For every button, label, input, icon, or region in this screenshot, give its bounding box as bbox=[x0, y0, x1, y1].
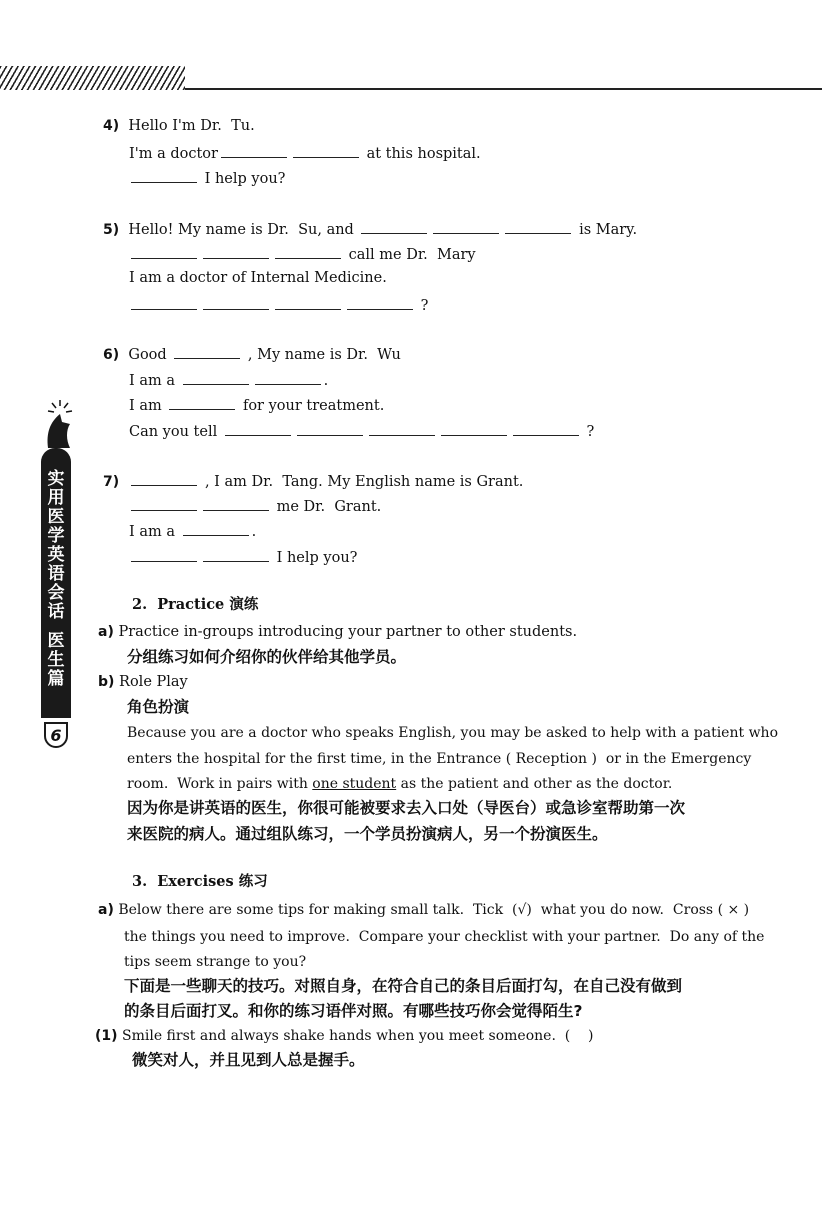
sidebar-char: 用 bbox=[47, 488, 65, 508]
sidebar-chapter-number: 6 bbox=[44, 722, 68, 748]
q7-line-4 bbox=[131, 547, 357, 567]
q6-text-1a: Good bbox=[128, 347, 167, 363]
q6-text-1b: , My name is Dr. Wu bbox=[247, 347, 401, 363]
fill-blank[interactable] bbox=[203, 244, 269, 259]
practice-a-text: Practice in-groups introducing your partner to other students. bbox=[118, 624, 578, 640]
fill-blank[interactable] bbox=[347, 295, 413, 310]
q5-line-3: I am a doctor of Internal Medicine. bbox=[129, 270, 387, 286]
fill-blank[interactable] bbox=[293, 143, 359, 158]
exercises-a-line-3: tips seem strange to you? bbox=[124, 954, 307, 970]
q4-text-1: Hello I'm Dr. Tu. bbox=[128, 118, 255, 134]
exercises-heading-zh: 练习 bbox=[238, 874, 268, 890]
fill-blank[interactable] bbox=[361, 219, 427, 234]
fill-blank[interactable] bbox=[441, 421, 507, 436]
exercises-zh-line-2: 的条目后面打叉。和你的练习语伴对照。有哪些技巧你会觉得陌生? bbox=[124, 1002, 583, 1020]
practice-para-line-1: Because you are a doctor who speaks English, you may be asked to help with a patient who bbox=[127, 725, 778, 741]
sidebar-char: 会 bbox=[47, 583, 65, 603]
sidebar-char: 医 bbox=[47, 631, 65, 651]
q7-line-3 bbox=[129, 521, 256, 541]
q7-text-3a: I am a bbox=[129, 524, 175, 540]
sidebar-char: 学 bbox=[47, 526, 65, 546]
fill-blank[interactable] bbox=[183, 370, 249, 385]
practice-b-label: b) bbox=[98, 674, 115, 690]
fill-blank[interactable] bbox=[203, 496, 269, 511]
q6-text-3a: I am bbox=[129, 398, 162, 414]
fill-blank[interactable] bbox=[505, 219, 571, 234]
exercises-a-label: a) bbox=[98, 902, 114, 918]
q7-text-2: me Dr. Grant. bbox=[276, 499, 382, 515]
exercises-item-1-zh: 微笑对人，并且见到人总是握手。 bbox=[132, 1051, 365, 1069]
q7-text-4: I help you? bbox=[276, 550, 358, 566]
fill-blank[interactable] bbox=[433, 219, 499, 234]
q4-line-2 bbox=[129, 143, 481, 163]
fill-blank[interactable] bbox=[513, 421, 579, 436]
fill-blank[interactable] bbox=[183, 521, 249, 536]
q4-text-2b: at this hospital. bbox=[366, 146, 481, 162]
fill-blank[interactable] bbox=[131, 244, 197, 259]
q6-line-3 bbox=[129, 395, 384, 415]
q4-line-3 bbox=[131, 168, 285, 188]
q5-line-4 bbox=[131, 295, 428, 315]
fill-blank[interactable] bbox=[131, 295, 197, 310]
sidebar-char: 实 bbox=[47, 469, 65, 489]
header-hatch-decoration bbox=[0, 66, 185, 90]
sidebar-char: 篇 bbox=[47, 669, 65, 689]
q7-line-2 bbox=[131, 496, 381, 516]
q5-line-2 bbox=[131, 244, 476, 264]
q5-text-1a: Hello! My name is Dr. Su, and bbox=[128, 222, 354, 238]
practice-heading bbox=[132, 596, 258, 614]
fill-blank[interactable] bbox=[275, 295, 341, 310]
practice-para-line-3 bbox=[127, 775, 672, 793]
exercises-a-text-1: Below there are some tips for making small talk. Tick (√) what you do now. Cross ( × ) bbox=[118, 902, 750, 918]
header-rule bbox=[185, 88, 822, 90]
practice-b-zh: 角色扮演 bbox=[127, 698, 190, 716]
q6-number: 6) bbox=[103, 347, 120, 363]
q6-text-2b: . bbox=[323, 373, 329, 389]
practice-b bbox=[98, 673, 188, 691]
practice-a-zh: 分组练习如何介绍你的伙伴给其他学员。 bbox=[127, 648, 407, 666]
sidebar-char: 医 bbox=[47, 507, 65, 527]
sidebar-book-title bbox=[41, 448, 71, 718]
sidebar-char: 话 bbox=[47, 602, 65, 622]
q5-line-1 bbox=[103, 219, 637, 239]
q6-text-4b: ? bbox=[586, 424, 595, 440]
fill-blank[interactable] bbox=[255, 370, 321, 385]
practice-para-3b: as the patient and other as the doctor. bbox=[396, 776, 673, 792]
fill-blank[interactable] bbox=[297, 421, 363, 436]
q5-text-1b: is Mary. bbox=[579, 222, 638, 238]
practice-para-3a: room. Work in pairs with bbox=[127, 776, 313, 792]
fill-blank[interactable] bbox=[275, 244, 341, 259]
q6-line-1 bbox=[103, 344, 401, 364]
exercises-item-1 bbox=[95, 1027, 594, 1045]
q5-number: 5) bbox=[103, 222, 120, 238]
sidebar-arrow-icon bbox=[40, 398, 74, 450]
q5-text-4: ? bbox=[420, 298, 429, 314]
practice-b-text: Role Play bbox=[119, 674, 188, 690]
practice-para-line-2: enters the hospital for the first time, in the Entrance ( Reception ) or in the Emergency bbox=[127, 751, 752, 767]
exercises-item-1-text: Smile first and always shake hands when you meet someone. ( ) bbox=[122, 1028, 594, 1044]
practice-zh-line-1: 因为你是讲英语的医生，你很可能被要求去入口处（导医台）或急诊室帮助第一次 bbox=[127, 799, 686, 817]
q7-line-1 bbox=[103, 471, 523, 491]
q7-text-3b: . bbox=[251, 524, 257, 540]
fill-blank[interactable] bbox=[203, 547, 269, 562]
q4-line-1 bbox=[103, 117, 255, 135]
q7-number: 7) bbox=[103, 474, 120, 490]
q7-text-1: , I am Dr. Tang. My English name is Grant. bbox=[204, 474, 524, 490]
fill-blank[interactable] bbox=[131, 168, 197, 183]
fill-blank[interactable] bbox=[369, 421, 435, 436]
practice-a-label: a) bbox=[98, 624, 114, 640]
exercises-a-line-2: the things you need to improve. Compare your checklist with your partner. Do any of the bbox=[124, 929, 765, 945]
q4-number: 4) bbox=[103, 118, 120, 134]
fill-blank[interactable] bbox=[225, 421, 291, 436]
fill-blank[interactable] bbox=[131, 496, 197, 511]
q4-text-2a: I'm a doctor bbox=[129, 146, 218, 162]
exercises-item-1-label: (1) bbox=[95, 1028, 118, 1044]
sidebar-char: 语 bbox=[47, 564, 65, 584]
sidebar-char: 英 bbox=[47, 545, 65, 565]
practice-zh-line-2: 来医院的病人。通过组队练习，一个学员扮演病人，另一个扮演医生。 bbox=[127, 825, 608, 843]
practice-heading-text: 2. Practice bbox=[132, 596, 225, 613]
exercises-a-line-1 bbox=[98, 901, 749, 919]
q4-text-3: I help you? bbox=[204, 171, 286, 187]
q5-text-2: call me Dr. Mary bbox=[348, 247, 476, 263]
practice-para-3u: one student bbox=[312, 776, 397, 792]
q6-line-2 bbox=[129, 370, 328, 390]
fill-blank[interactable] bbox=[131, 471, 197, 486]
q6-text-4a: Can you tell bbox=[129, 424, 218, 440]
fill-blank[interactable] bbox=[174, 344, 240, 359]
fill-blank[interactable] bbox=[203, 295, 269, 310]
fill-blank[interactable] bbox=[169, 395, 235, 410]
practice-a bbox=[98, 623, 577, 641]
q6-line-4 bbox=[129, 421, 594, 441]
fill-blank[interactable] bbox=[221, 143, 287, 158]
fill-blank[interactable] bbox=[131, 547, 197, 562]
q6-text-2a: I am a bbox=[129, 373, 175, 389]
practice-heading-zh: 演练 bbox=[229, 597, 259, 613]
sidebar-char: 生 bbox=[47, 650, 65, 670]
exercises-zh-line-1: 下面是一些聊天的技巧。对照自身，在符合自己的条目后面打勾，在自己没有做到 bbox=[124, 977, 683, 995]
exercises-heading-text: 3. Exercises bbox=[132, 873, 234, 890]
exercises-heading bbox=[132, 873, 268, 891]
q6-text-3b: for your treatment. bbox=[242, 398, 385, 414]
